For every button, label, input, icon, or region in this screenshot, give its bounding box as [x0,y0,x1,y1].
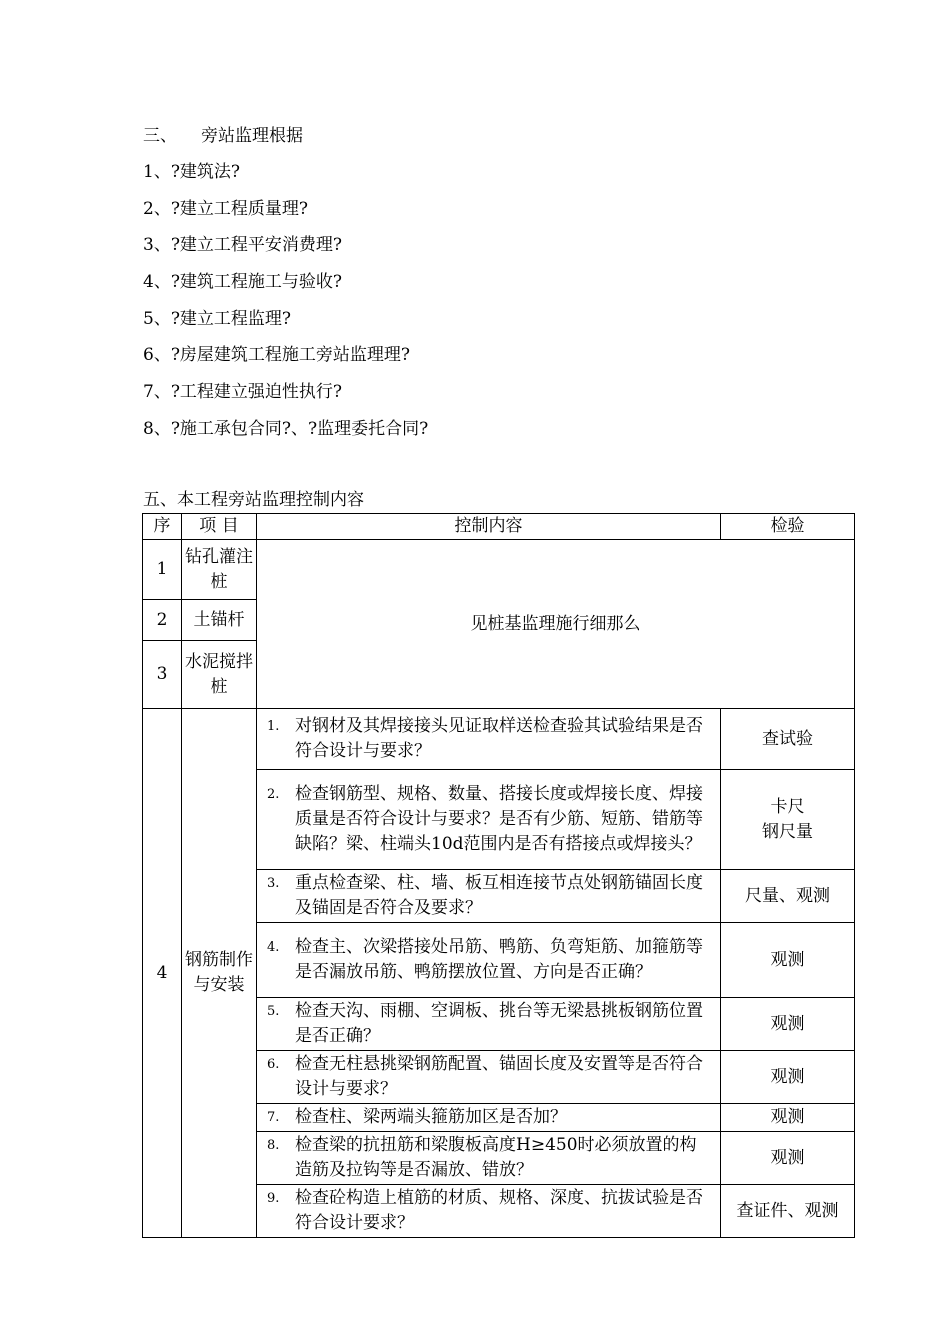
row-seq: 3 [143,641,182,709]
row-seq: 2 [143,600,182,641]
row-item: 土锚杆 [182,600,257,641]
content-item-number: 3. [267,876,280,891]
check-cell [721,998,855,1051]
basis-item: 4、?建筑工程施工与验收? [143,272,343,293]
basis-item: 6、?房屋建筑工程施工旁站监理理? [143,345,411,366]
content-item-text: 检查无柱悬挑梁钢筋配置、锚固长度及安置等是否符合设计与要求？ [295,1054,703,1099]
check-method: 观测 [770,1066,805,1087]
row-item: 钢筋制作与安装 [182,709,257,1238]
content-item-number: 1. [267,719,280,734]
content-item [257,770,721,870]
content-item-number: 2. [267,787,280,802]
row-item: 水泥搅拌桩 [182,641,257,709]
content-item-number: 9. [267,1191,280,1206]
content-item-text: 检查主、次梁搭接处吊筋、鸭筋、负弯矩筋、加箍筋等是否漏放吊筋、鸭筋摆放位置、方向是否正确？ [295,937,703,982]
content-item-text: 对钢材及其焊接接头见证取样送检查验其试验结果是否符合设计与要求？ [295,716,703,761]
row-seq: 1 [143,540,182,600]
check-method: 钢尺量 [762,821,813,842]
check-cell [721,770,855,870]
table-row [143,540,855,600]
content-item-number: 7. [267,1110,280,1125]
content-item-number: 5. [267,1004,280,1019]
check-method: 观测 [770,1147,805,1168]
content-item-number: 6. [267,1057,280,1072]
content-item-text: 重点检查梁、柱、墙、板互相连接节点处钢筋锚固长度及锚固是否符合及要求？ [295,873,703,918]
section-5-heading: 五、本工程旁站监理控制内容 [143,490,364,510]
check-method: 查试验 [762,728,813,749]
section-3-title: 旁站监理根据 [201,126,303,146]
header-check: 检验 [721,514,855,540]
basis-item: 8、?施工承包合同?、?监理委托合同? [143,418,429,439]
header-content: 控制内容 [257,514,721,540]
content-item [257,1104,721,1132]
content-item-number: 4. [267,940,280,955]
content-item [257,998,721,1051]
check-cell [721,870,855,923]
header-item: 项 目 [182,514,257,540]
content-item [257,1185,721,1238]
row-seq: 4 [143,709,182,1238]
check-method: 尺量、观测 [745,885,830,906]
content-item-text: 检查天沟、雨棚、空调板、挑台等无梁悬挑板钢筋位置是否正确？ [295,1001,703,1046]
content-item-text: 检查柱、梁两端头箍筋加区是否加？ [295,1107,567,1127]
basis-item: 7、?工程建立强迫性执行? [143,382,343,403]
content-item-text: 检查砼构造上植筋的材质、规格、深度、抗拔试验是否符合设计要求？ [295,1188,703,1233]
check-method: 观测 [770,1107,805,1127]
check-cell [721,709,855,770]
content-item-text: 检查钢筋型、规格、数量、搭接长度或焊接长度、焊接质量是否符合设计与要求？是否有少筋、短筋、错筋等缺陷？梁、柱端头10d范围内是否有搭接点或焊接头？ [295,784,703,854]
header-seq: 序 [143,514,182,540]
check-method: 观测 [770,949,805,970]
content-item [257,1051,721,1104]
check-method: 观测 [770,1013,805,1034]
content-item [257,1132,721,1185]
basis-item: 2、?建立工程质量理? [143,198,309,219]
check-method: 查证件、观测 [736,1200,839,1221]
content-item-text: 检查梁的抗扭筋和梁腹板高度H≥450时必须放置的构造筋及拉钩等是否漏放、错放？ [295,1135,697,1180]
control-content-table [142,513,855,1238]
check-cell [721,1132,855,1185]
basis-item: 1、?建筑法? [143,162,241,182]
content-item [257,709,721,770]
section-3-number: 三、 [143,126,177,146]
table-header-row [143,514,855,540]
basis-list [143,160,428,454]
content-item-number: 8. [267,1138,280,1153]
section-3-heading [143,124,303,148]
row-item: 钻孔灌注桩 [182,540,257,600]
content-item [257,870,721,923]
content-item [257,923,721,998]
table-row [143,709,855,770]
check-cell [721,1051,855,1104]
basis-item: 3、?建立工程平安消费理? [143,235,343,256]
pile-content-cell: 见桩基监理施行细那么 [257,540,855,709]
basis-item: 5、?建立工程监理? [143,308,292,329]
check-cell [721,923,855,998]
check-method: 卡尺 [770,796,805,817]
check-cell [721,1185,855,1238]
check-cell [721,1104,855,1132]
